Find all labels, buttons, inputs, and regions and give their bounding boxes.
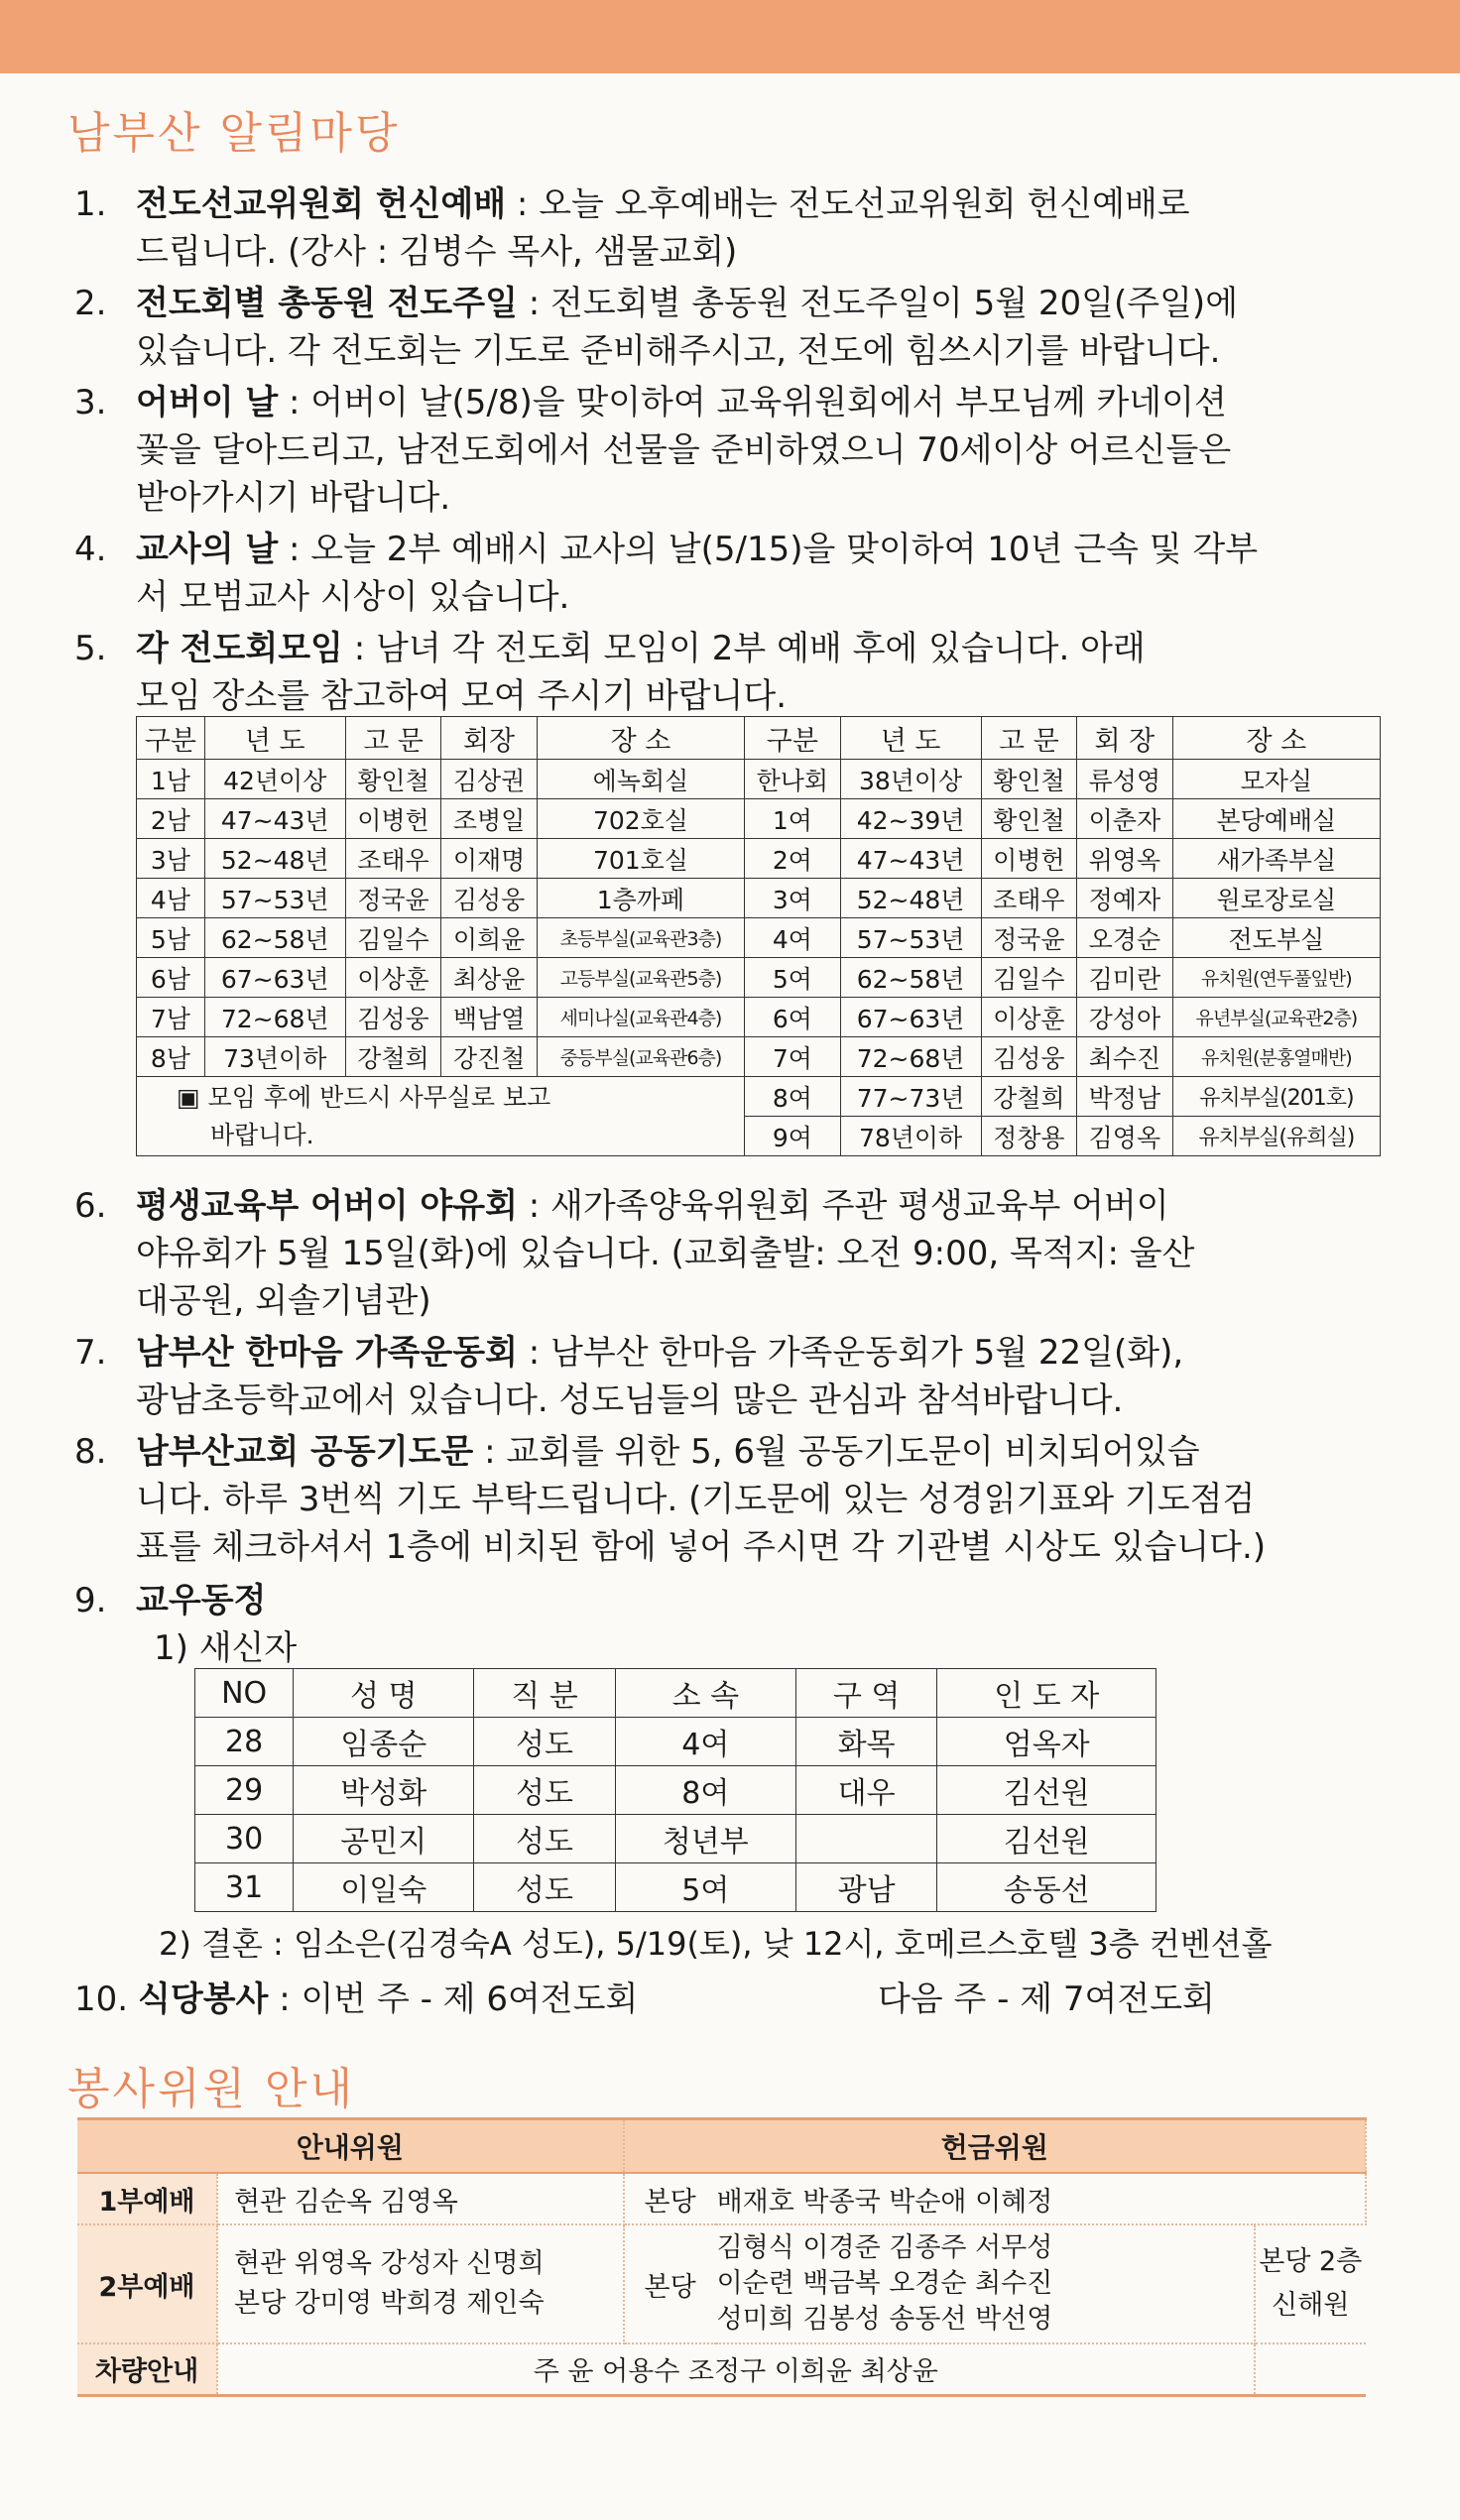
table-row: [195, 1766, 1156, 1815]
table-row: [137, 998, 1381, 1037]
cell: 조태우: [981, 879, 1077, 918]
usher-line: 본당 강미영 박희경 제인숙: [234, 2288, 545, 2319]
cell: 1남: [137, 760, 205, 799]
table-row: [137, 1037, 1381, 1077]
offering-location: 본당: [624, 2224, 716, 2343]
cell: 위영옥: [1077, 839, 1173, 879]
cell: 고등부실(교육관5층): [537, 958, 744, 998]
item-body: : 남부산 한마음 가족운동회가 5월 22일(화),: [517, 1333, 1184, 1373]
cell: 6여: [745, 998, 841, 1037]
table-row: [77, 2224, 1366, 2343]
offering-location: 본당: [624, 2173, 716, 2224]
cell: 세미나실(교육관4층): [537, 998, 744, 1037]
item-heading: 전도회별 총동원 전도주일: [136, 284, 518, 323]
item-number: 3.: [74, 383, 107, 422]
cell: 이일숙: [294, 1863, 474, 1912]
cell: 29: [195, 1766, 294, 1815]
item-continuation: 광남초등학교에서 있습니다. 성도님들의 많은 관심과 참석바랍니다.: [136, 1380, 1124, 1420]
table-row: [137, 799, 1381, 839]
item-number: 4.: [74, 530, 107, 569]
item-number: 10.: [74, 1980, 129, 2019]
item-number: 5.: [74, 629, 107, 668]
cell: 67~63년: [204, 958, 345, 998]
cell: 김선원: [937, 1766, 1156, 1815]
item-heading: 어버이 날: [136, 383, 279, 422]
cell: 한나회: [745, 760, 841, 799]
newcomer-table: [194, 1668, 1156, 1912]
cell: 47~43년: [204, 799, 345, 839]
col-header: NO: [195, 1669, 294, 1718]
cell: 702호실: [537, 799, 744, 839]
cell: 황인철: [981, 760, 1077, 799]
cell: 황인철: [981, 799, 1077, 839]
cell: 57~53년: [840, 918, 981, 958]
cell: 김미란: [1077, 958, 1173, 998]
table-row: [137, 879, 1381, 918]
cell: 9여: [745, 1117, 841, 1156]
wedding-notice: 2) 결혼 : 임소은(김경숙A 성도), 5/19(토), 낮 12시, 호메르스호텔 3층 컨벤션홀: [159, 1925, 1273, 1963]
item-continuation: 받아가시기 바랍니다.: [136, 478, 451, 518]
item-number: 9.: [74, 1581, 107, 1620]
item-continuation: 대공원, 외솔기념관): [136, 1281, 431, 1321]
note-text: 모임 후에 반드시 사무실로 보고: [207, 1082, 551, 1112]
item-number: 7.: [74, 1333, 107, 1373]
notice-item-7: [74, 1329, 1384, 1424]
cell: 1여: [745, 799, 841, 839]
cell: 이상훈: [345, 958, 441, 998]
col-header: 장 소: [537, 717, 744, 760]
usher-line: 현관 위영옥 강성자 신명희: [234, 2248, 545, 2279]
item-heading: 남부산교회 공동기도문: [136, 1432, 474, 1472]
cell: 전도부실: [1172, 918, 1380, 958]
cell: 이춘자: [1077, 799, 1173, 839]
cell: 이재명: [441, 839, 538, 879]
vehicle-cell: 주 윤 어용수 조정구 이희윤 최상윤: [217, 2343, 1255, 2395]
item-number: 1.: [74, 184, 107, 224]
cell: 황인철: [345, 760, 441, 799]
table-row: [137, 760, 1381, 799]
cell: 이희윤: [441, 918, 538, 958]
col-header: 구 역: [795, 1669, 937, 1718]
offering-header: 헌금위원: [624, 2119, 1366, 2174]
cell: 유치부실(201호): [1172, 1077, 1380, 1117]
offering-line: 이순련 백금복 오경순 최수진: [716, 2268, 1053, 2299]
item-body: : 이번 주 - 제 6여전도회: [268, 1980, 639, 2019]
cell: 강철희: [345, 1037, 441, 1077]
cell: 엄옥자: [937, 1718, 1156, 1766]
cell: 김일수: [981, 958, 1077, 998]
cell: 정창용: [981, 1117, 1077, 1156]
cell: 47~43년: [840, 839, 981, 879]
cell: 이상훈: [981, 998, 1077, 1037]
table-row: [195, 1863, 1156, 1912]
cell: 7남: [137, 998, 205, 1037]
cell: 3여: [745, 879, 841, 918]
cell: 원로장로실: [1172, 879, 1380, 918]
item-subheading: 1) 새신자: [154, 1628, 298, 1668]
table-row: [137, 918, 1381, 958]
cell: 52~48년: [840, 879, 981, 918]
cell: 김선원: [937, 1815, 1156, 1863]
cell: 새가족부실: [1172, 839, 1380, 879]
cell: 임종순: [294, 1718, 474, 1766]
item-body-next: 다음 주 - 제 7여전도회: [878, 1980, 1215, 2019]
item-heading: 교사의 날: [136, 530, 279, 569]
row-label: 2부예배: [77, 2224, 217, 2343]
cell: 42~39년: [840, 799, 981, 839]
cell: 공민지: [294, 1815, 474, 1863]
table-row: [137, 839, 1381, 879]
cell: 화목: [795, 1718, 937, 1766]
page-title: 남부산 알림마당: [67, 108, 401, 159]
cell: 73년이하: [204, 1037, 345, 1077]
cell: 28: [195, 1718, 294, 1766]
notice-item-1: [74, 180, 1384, 276]
offering-extra-cell: [1255, 2224, 1366, 2343]
cell: 57~53년: [204, 879, 345, 918]
notice-item-2: [74, 280, 1384, 375]
usher-cell: 현관 김순옥 김영옥: [217, 2173, 624, 2224]
item-continuation: 있습니다. 각 전도회는 기도로 준비해주시고, 전도에 힘쓰시기를 바랍니다.: [136, 331, 1221, 371]
item-body: : 남녀 각 전도회 모임이 2부 예배 후에 있습니다. 아래: [342, 629, 1146, 668]
cell: 72~68년: [204, 998, 345, 1037]
cell: 김성웅: [981, 1037, 1077, 1077]
offering-cell: [716, 2224, 1255, 2343]
table-row: [195, 1815, 1156, 1863]
item-continuation: 니다. 하루 3번씩 기도 부탁드립니다. (기도문에 있는 성경읽기표와 기도점검: [136, 1480, 1256, 1519]
cell: 8여: [615, 1766, 795, 1815]
cell: 8여: [745, 1077, 841, 1117]
cell: 77~73년: [840, 1077, 981, 1117]
cell: 유년부실(교육관2층): [1172, 998, 1380, 1037]
cell: 701호실: [537, 839, 744, 879]
table-row: [77, 2343, 1366, 2395]
col-header: 소 속: [615, 1669, 795, 1718]
col-header: 직 분: [474, 1669, 616, 1718]
cell: 유치부실(유희실): [1172, 1117, 1380, 1156]
cell: 최수진: [1077, 1037, 1173, 1077]
cell: 38년이상: [840, 760, 981, 799]
cell: 5여: [615, 1863, 795, 1912]
notice-item-4: [74, 526, 1384, 621]
service-table: [77, 2117, 1367, 2397]
cell: 성도: [474, 1815, 616, 1863]
cell: 김성웅: [441, 879, 538, 918]
cell: 박정남: [1077, 1077, 1173, 1117]
item-continuation: 꽃을 달아드리고, 남전도회에서 선물을 준비하였으니 70세이상 어르신들은: [136, 430, 1232, 470]
cell: 김영옥: [1077, 1117, 1173, 1156]
note-bullet-icon: ▣: [177, 1082, 200, 1112]
table-header-row: [77, 2119, 1366, 2174]
cell: 31: [195, 1863, 294, 1912]
col-header: 회 장: [1077, 717, 1173, 760]
cell: 유치원(분홍열매반): [1172, 1037, 1380, 1077]
cell: 4여: [745, 918, 841, 958]
cell: 백남열: [441, 998, 538, 1037]
row-label: 차량안내: [77, 2343, 217, 2395]
cell: 본당예배실: [1172, 799, 1380, 839]
notice-item-3: [74, 379, 1384, 522]
notice-item-10: [74, 1976, 1384, 2023]
offering-line: 성미희 김봉성 송동선 박선영: [716, 2304, 1053, 2335]
cell: 최상윤: [441, 958, 538, 998]
cell: 62~58년: [840, 958, 981, 998]
cell: 정국윤: [981, 918, 1077, 958]
cell: 김일수: [345, 918, 441, 958]
cell: 강진철: [441, 1037, 538, 1077]
cell: 성도: [474, 1718, 616, 1766]
cell: 7여: [745, 1037, 841, 1077]
cell: 5남: [137, 918, 205, 958]
notice-item-5: [74, 625, 1384, 720]
empty-cell: [1255, 2343, 1366, 2395]
usher-header: 안내위원: [77, 2119, 624, 2174]
cell: 성도: [474, 1766, 616, 1815]
col-header: 장 소: [1172, 717, 1380, 760]
cell: 류성영: [1077, 760, 1173, 799]
cell: 3남: [137, 839, 205, 879]
cell: 초등부실(교육관3층): [537, 918, 744, 958]
notice-item-6: [74, 1182, 1384, 1325]
item-body: : 어버이 날(5/8)을 맞이하여 교육위원회에서 부모님께 카네이션: [278, 383, 1227, 422]
cell: 청년부: [615, 1815, 795, 1863]
table-row: [137, 958, 1381, 998]
cell: 4남: [137, 879, 205, 918]
cell: 김성웅: [345, 998, 441, 1037]
district-meeting-table: [136, 716, 1381, 1156]
item-continuation: 모임 장소를 참고하여 모여 주시기 바랍니다.: [136, 676, 788, 716]
item-continuation: 드립니다. (강사 : 김병수 목사, 샘물교회): [136, 232, 738, 272]
service-section-title: 봉사위원 안내: [67, 2064, 356, 2114]
table-header-row: [195, 1669, 1156, 1718]
row-label: 1부예배: [77, 2173, 217, 2224]
offering-cell: 배재호 박종국 박순애 이혜정: [716, 2173, 1366, 2224]
cell: 박성화: [294, 1766, 474, 1815]
item-body: : 교회를 위한 5, 6월 공동기도문이 비치되어있습: [473, 1432, 1200, 1472]
cell: 정예자: [1077, 879, 1173, 918]
cell: 52~48년: [204, 839, 345, 879]
col-header: 구분: [745, 717, 841, 760]
cell: 67~63년: [840, 998, 981, 1037]
cell: 78년이하: [840, 1117, 981, 1156]
cell: 에녹회실: [537, 760, 744, 799]
table-row: [137, 1077, 1381, 1117]
cell: 광남: [795, 1863, 937, 1912]
cell: 조태우: [345, 839, 441, 879]
cell: 62~58년: [204, 918, 345, 958]
col-header: 성 명: [294, 1669, 474, 1718]
item-continuation: 야유회가 5월 15일(화)에 있습니다. (교회출발: 오전 9:00, 목적지: 울산: [136, 1234, 1195, 1273]
item-heading: 남부산 한마음 가족운동회: [136, 1333, 518, 1373]
offering-line: 김형식 이경준 김종주 서무성: [716, 2232, 1053, 2263]
cell: 8남: [137, 1037, 205, 1077]
col-header: 구분: [137, 717, 205, 760]
notice-item-8: [74, 1428, 1384, 1571]
cell: 김상권: [441, 760, 538, 799]
cell: 오경순: [1077, 918, 1173, 958]
col-header: 회장: [441, 717, 538, 760]
item-continuation: 서 모범교사 시상이 있습니다.: [136, 577, 570, 617]
cell: 42년이상: [204, 760, 345, 799]
col-header: 인 도 자: [937, 1669, 1156, 1718]
cell: 성도: [474, 1863, 616, 1912]
cell: 6남: [137, 958, 205, 998]
item-body: : 오늘 2부 예배시 교사의 날(5/15)을 맞이하여 10년 근속 및 각부: [278, 530, 1259, 569]
note-text: 바랍니다.: [210, 1120, 314, 1149]
table-row: [77, 2173, 1366, 2224]
cell: 30: [195, 1815, 294, 1863]
item-number: 6.: [74, 1186, 107, 1226]
cell: 이병헌: [345, 799, 441, 839]
item-heading: 식당봉사: [138, 1980, 269, 2019]
offering-extra-name: 신해원: [1272, 2290, 1350, 2321]
item-heading: 평생교육부 어버이 야유회: [136, 1186, 518, 1226]
cell: 2남: [137, 799, 205, 839]
cell: 모자실: [1172, 760, 1380, 799]
cell: 유치원(연두풀잎반): [1172, 958, 1380, 998]
cell: 5여: [745, 958, 841, 998]
item-body: : 오늘 오후예배는 전도선교위원회 헌신예배로: [506, 184, 1190, 224]
cell: 대우: [795, 1766, 937, 1815]
notice-item-9: [74, 1577, 1384, 1672]
offering-extra-location: 본당 2층: [1259, 2246, 1363, 2277]
note-cell: [137, 1077, 745, 1156]
usher-cell: [217, 2224, 624, 2343]
item-number: 2.: [74, 284, 107, 323]
cell: 이병헌: [981, 839, 1077, 879]
cell: 조병일: [441, 799, 538, 839]
table-header-row: [137, 717, 1381, 760]
cell: 강철희: [981, 1077, 1077, 1117]
top-color-bar: [0, 0, 1460, 73]
cell: 2여: [745, 839, 841, 879]
item-continuation: 표를 체크하셔서 1층에 비치된 함에 넣어 주시면 각 기관별 시상도 있습니다.): [136, 1527, 1267, 1567]
cell: 72~68년: [840, 1037, 981, 1077]
cell: 중등부실(교육관6층): [537, 1037, 744, 1077]
item-body: : 새가족양육위원회 주관 평생교육부 어버이: [517, 1186, 1169, 1226]
cell: 송동선: [937, 1863, 1156, 1912]
item-heading: 전도선교위원회 헌신예배: [136, 184, 507, 224]
col-header: 년 도: [204, 717, 345, 760]
col-header: 고 문: [345, 717, 441, 760]
cell: [795, 1815, 937, 1863]
table-row: [195, 1718, 1156, 1766]
col-header: 고 문: [981, 717, 1077, 760]
item-number: 8.: [74, 1432, 107, 1472]
col-header: 년 도: [840, 717, 981, 760]
item-heading: 각 전도회모임: [136, 629, 343, 668]
cell: 정국윤: [345, 879, 441, 918]
cell: 강성아: [1077, 998, 1173, 1037]
item-body: : 전도회별 총동원 전도주일이 5월 20일(주일)에: [517, 284, 1239, 323]
cell: 1층까페: [537, 879, 744, 918]
cell: 4여: [615, 1718, 795, 1766]
item-heading: 교우동정: [136, 1581, 267, 1620]
